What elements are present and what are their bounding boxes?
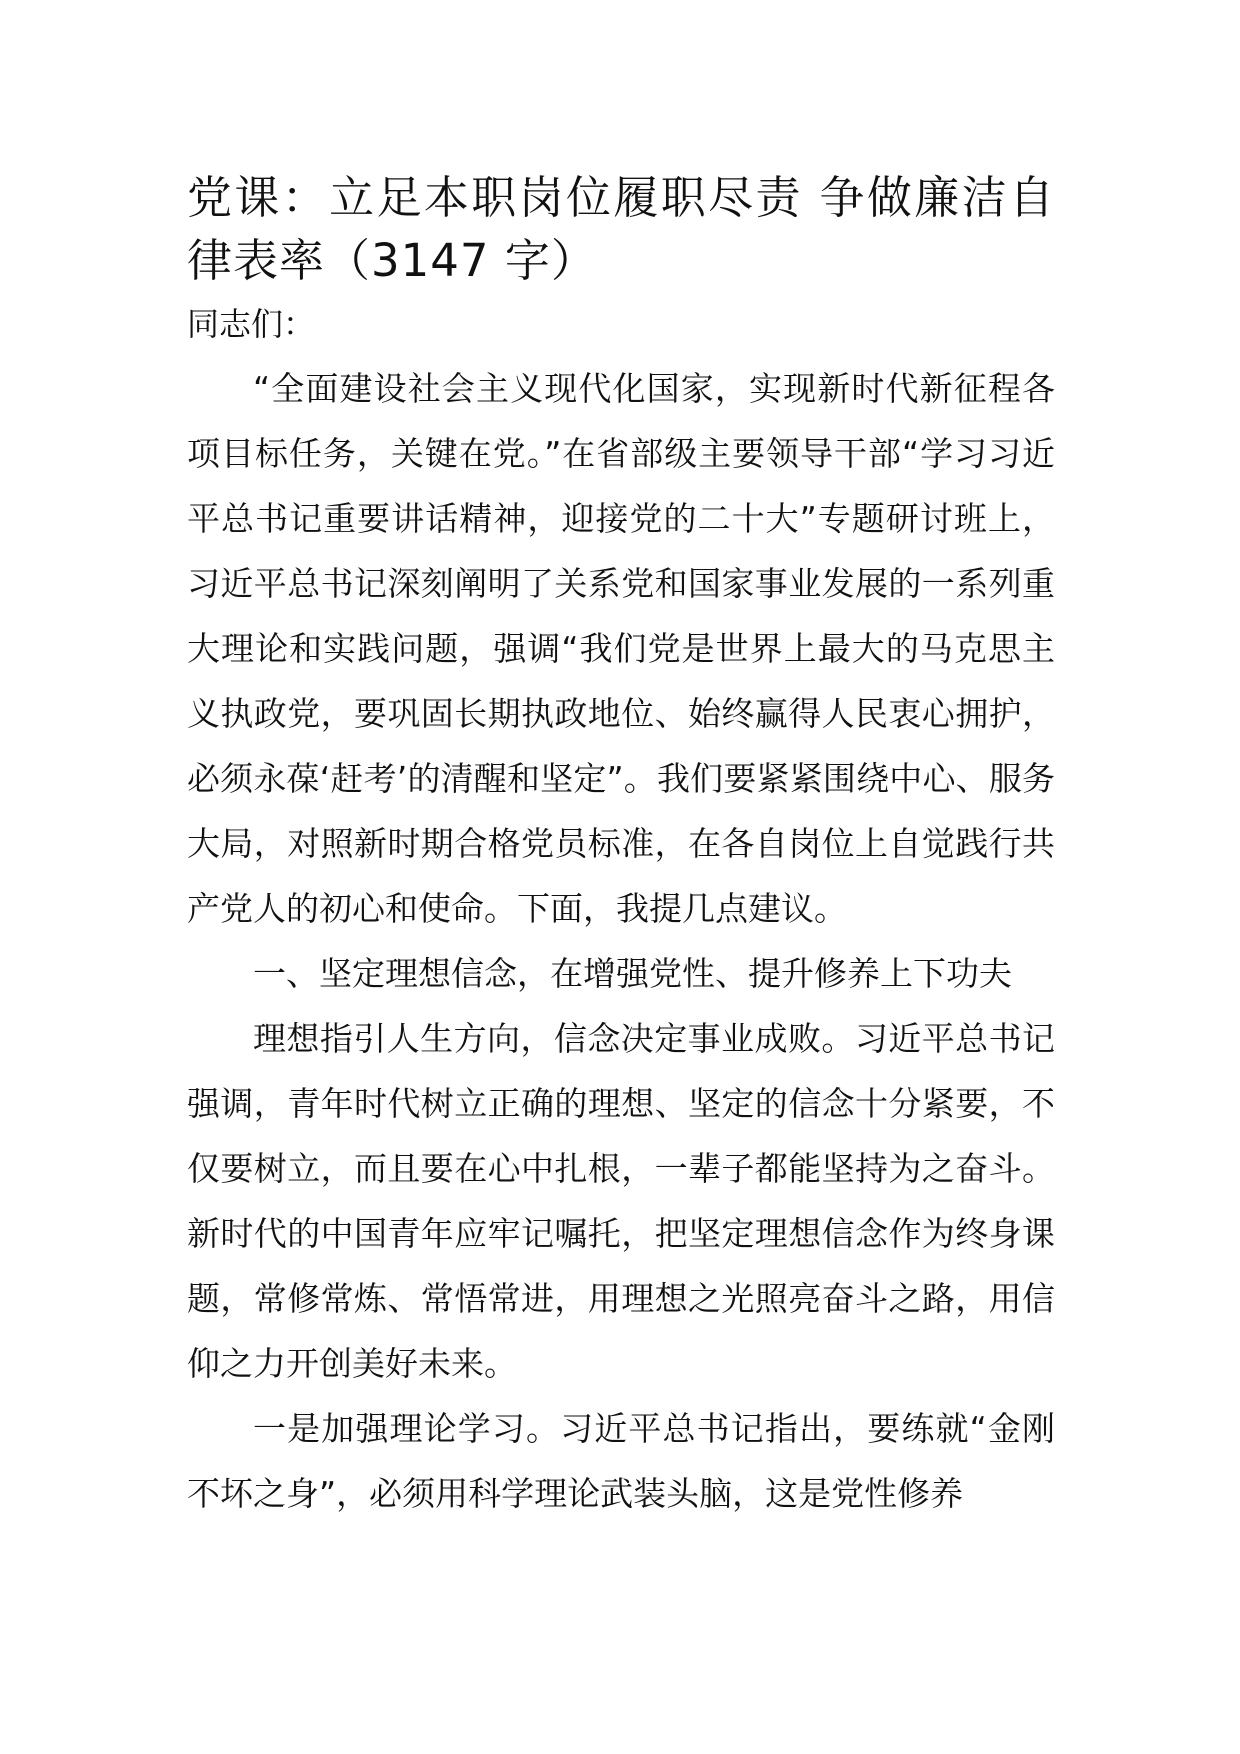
intro-paragraph: “全面建设社会主义现代化国家，实现新时代新征程各项目标任务，关键在党。”在省部级主要领导干部“学习习近平总书记重要讲话精神，迎接党的二十大”专题研讨班上，习近平总书记深刻阐明了关系党和国家事业发展的一系列重大理论和实践问题，强调“我们党是世界上最大的马克思主义执政党，要巩固长期执政地位、始终赢得人民衷心拥护，必须永葆‘赶考’的清醒和坚定”。我们要紧紧围绕中心、服务大局，对照新时期合格党员标准，在各自岗位上自觉践行共产党人的初心和使命。下面，我提几点建议。: [187, 369, 1055, 928]
document-page: [187, 166, 1055, 1526]
section-heading: 一、坚定理想信念，在增强党性、提升修养上下功夫: [253, 954, 1012, 993]
section-paragraph-1: 理想指引人生方向，信念决定事业成败。习近平总书记强调，青年时代树立正确的理想、坚定的信念十分紧要，不仅要树立，而且要在心中扎根，一辈子都能坚持为之奋斗。新时代的中国青年应牢记嘱托，把坚定理想信念作为终身课题，常修常炼、常悟常进，用理想之光照亮奋斗之路，用信仰之力开创美好未来。: [187, 1019, 1055, 1383]
document-title: 党课：立足本职岗位履职尽责 争做廉洁自律表率（3147 字）: [187, 171, 1055, 287]
section-paragraph-2: 一是加强理论学习。习近平总书记指出，要练就“金刚不坏之身”，必须用科学理论武装头脑，这是党性修养: [187, 1409, 1055, 1513]
salutation: 同志们：: [187, 305, 316, 343]
